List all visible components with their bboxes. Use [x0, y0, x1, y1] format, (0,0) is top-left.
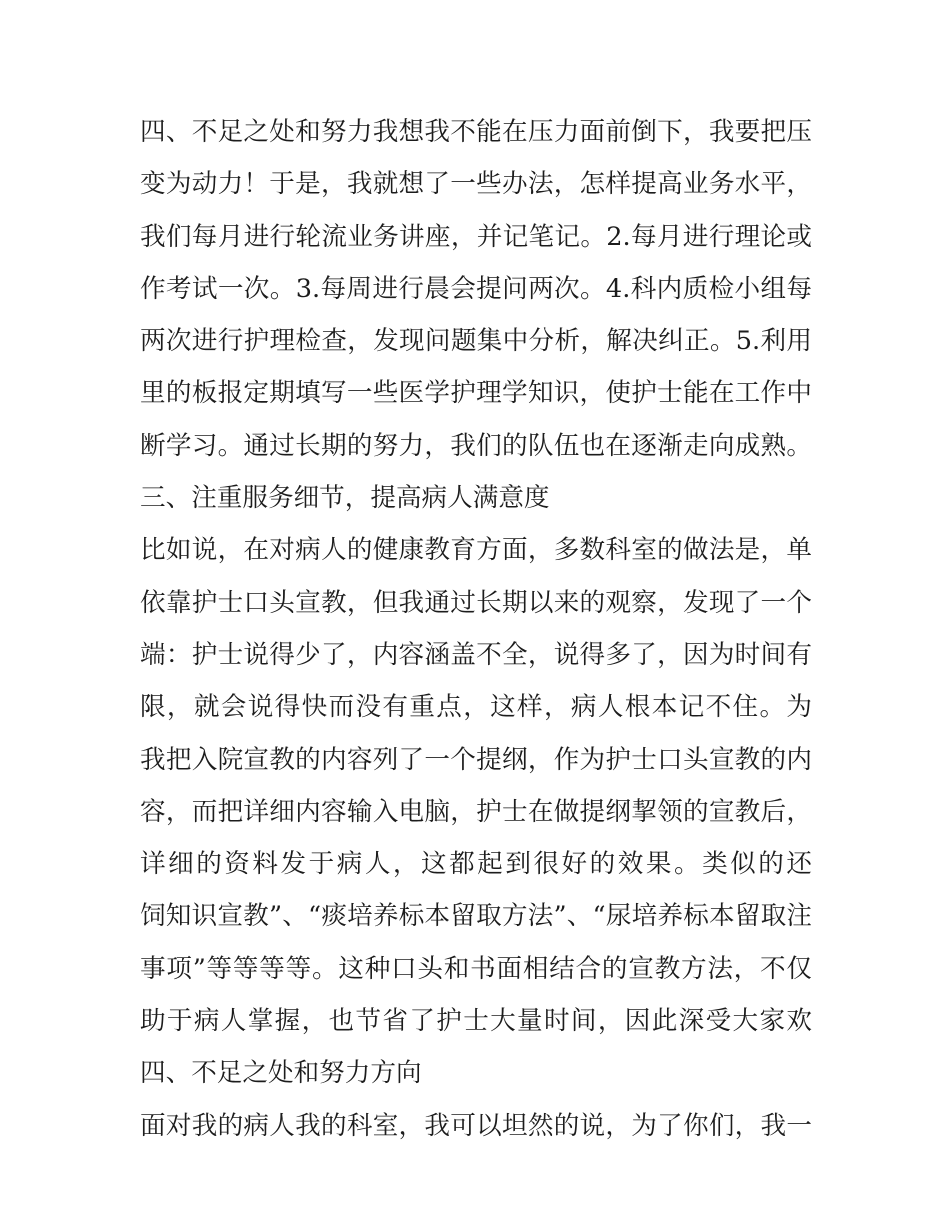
- text-line: 变为动力！于是，我就想了一些办法，怎样提高业务水平，: [140, 169, 812, 200]
- text-line: 我们每月进行轮流业务讲座，并记笔记。2.每月进行理论或: [140, 221, 812, 252]
- text-line: 助于病人掌握，也节省了护士大量时间，因此深受大家欢: [140, 1006, 812, 1037]
- section-heading: 三、注重服务细节，提高病人满意度: [140, 483, 550, 514]
- text-line: 详细的资料发于病人，这都起到很好的效果。类似的还: [140, 849, 812, 880]
- text-line: 四、不足之处和努力我想我不能在压力面前倒下，我要把压: [140, 117, 812, 147]
- text-line: 里的板报定期填写一些医学护理学知识，使护士能在工作中: [140, 378, 812, 409]
- text-line: 面对我的病人我的科室，我可以坦然的说，为了你们，我一: [140, 1110, 812, 1141]
- text-line: 事项”等等等等。这种口头和书面相结合的宣教方法，不仅: [140, 953, 812, 984]
- text-line: 断学习。通过长期的努力，我们的队伍也在逐渐走向成熟。: [140, 430, 812, 461]
- section-heading: 四、不足之处和努力方向: [140, 1058, 422, 1089]
- text-line: 依靠护士口头宣教，但我通过长期以来的观察，发现了一个: [140, 587, 812, 618]
- text-line: 作考试一次。3.每周进行晨会提问两次。4.科内质检小组每: [140, 273, 812, 304]
- text-line: 我把入院宣教的内容列了一个提纲，作为护士口头宣教的内: [140, 744, 812, 775]
- text-line: 端：护士说得少了，内容涵盖不全，说得多了，因为时间有: [140, 639, 812, 670]
- text-line: 容，而把详细内容输入电脑，护士在做提纲挈领的宣教后，: [140, 796, 812, 827]
- document-body: [140, 106, 812, 1152]
- text-line: 限，就会说得快而没有重点，这样，病人根本记不住。为: [140, 692, 812, 723]
- text-line: 饲知识宣教”、“痰培养标本留取方法”、“尿培养标本留取注: [140, 901, 812, 932]
- text-line: 比如说，在对病人的健康教育方面，多数科室的做法是，单: [140, 535, 812, 566]
- text-line: 两次进行护理检查，发现问题集中分析，解决纠正。5.利用: [140, 326, 812, 357]
